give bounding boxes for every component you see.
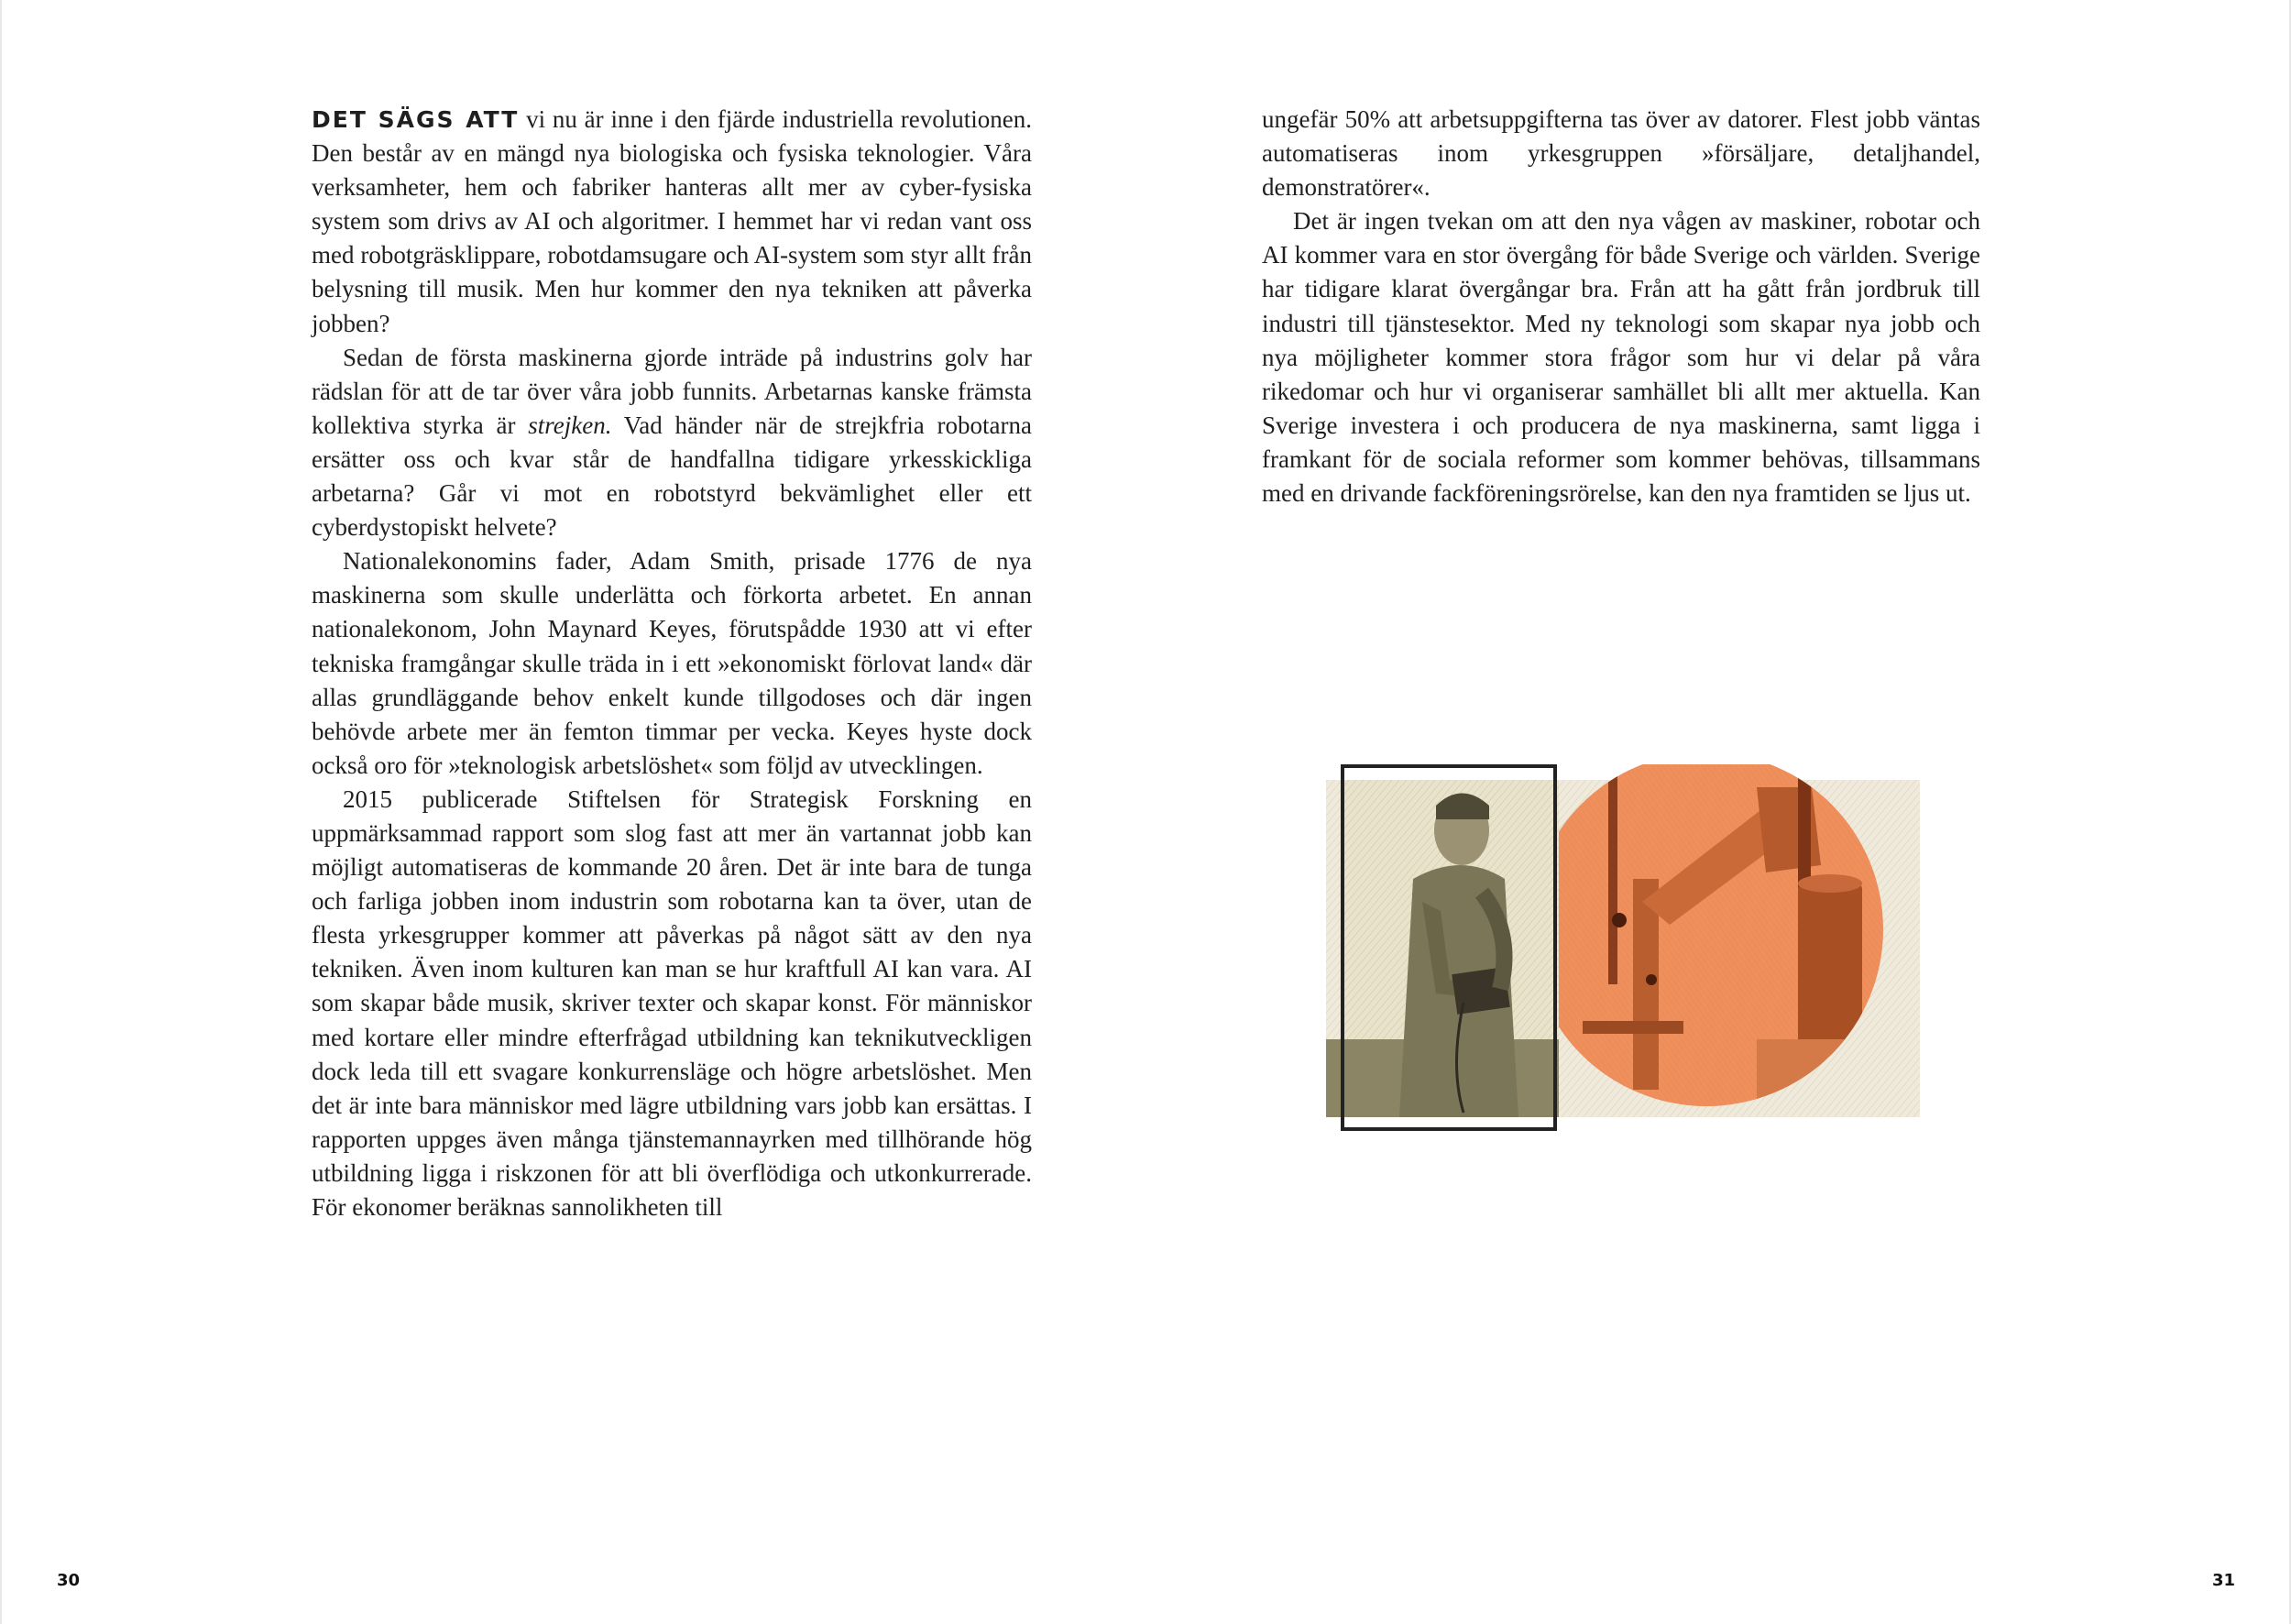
- lead-in: DET SÄGS ATT: [312, 106, 520, 133]
- right-page-column: [1262, 103, 1980, 510]
- page-edge-left: [0, 0, 2, 1624]
- paragraph-text: Vad händer när de strejkfria robotarna ersätter oss och kvar står de handfallna tidigare yrkesskickliga arbetarna? Går vi mot en robotstyrd bekvämlighet eller ett cyberdystopiskt helvete?: [312, 411, 1033, 542]
- left-page-column: [312, 103, 1032, 1224]
- robot-arm-illustration: [1326, 764, 1920, 1133]
- italic-word: strejken.: [528, 411, 612, 439]
- man-photo: [1326, 780, 1559, 1117]
- page-number-right: 31: [2212, 1571, 2236, 1590]
- paragraph-text: Sedan de första maskinerna gjorde inträde på industrins golv har rädslan för att de tar över våra jobb funnits. Arbetarnas kanske främsta kollektiva styrka är: [312, 343, 1032, 439]
- page-number-left: 30: [57, 1571, 81, 1590]
- paragraph-intro: [312, 103, 1032, 341]
- paragraph-smith: Nationalekonomins fader, Adam Smith, prisade 1776 de nya maskinerna som skulle underlätta och förkorta arbetet. En annan nationalekonom, John Maynard Keyes, förutspådde 1930 att vi efter tekniska framgångar skulle träda in i ett »ekonomiskt förlovat land« där allas grundläggande behov enkelt kunde tillgodoses och där ingen behövde arbete mer än femton timmar per vecka. Keyes hyste dock också oro för »teknologisk arbetslöshet« som följd av utvecklingen.: [312, 547, 1032, 779]
- paragraph-continued: ungefär 50% att arbetsuppgifterna tas över av datorer. Flest jobb väntas automatiseras inom yrkesgruppen »försäljare, detaljhandel, demonstratörer«.: [1262, 105, 1980, 202]
- paragraph-report: 2015 publicerade Stiftelsen för Strategisk Forskning en uppmärksammad rapport som slog fast att mer än vartannat jobb kan möjligt automatiseras de kommande 20 åren. Det är inte bara de tunga och farliga jobben inom industrin som robotarna kan ta över, utan de flesta yrkesgrupper kommer att påverkas på något sätt av den nya tekniken. Även inom kulturen kan man se hur kraftfull AI kan vara. AI som skapar både musik, skriver texter och skapar konst. För människor med kortare eller mindre efterfrågad utbildning kan teknikutveckligen dock leda till ett svagare konkurrensläge och högre arbetslöshet. Men det är inte bara människor med lägre utbildning vars jobb kan ersättas. I rapporten uppges även många tjänstemannayrken med tillhörande hög utbildning ligga i riskzonen för att bli överflödiga och utkonkurrerade. För ekonomer beräknas sannolikheten till: [312, 785, 1032, 1221]
- paragraph-strike: [312, 341, 1032, 545]
- paragraph-conclusion: Det är ingen tvekan om att den nya vågen av maskiner, robotar och AI kommer vara en stor övergång för både Sverige och världen. Sverige har tidigare klarat övergångar bra. Från att ha gått från jordbruk till industri till tjänstesektor. Med ny teknologi som skapar nya jobb och nya möjligheter kommer stora frågor som hur vi delar på våra rikedomar och hur vi organiserar samhället bli allt mer aktuella. Kan Sverige investera i och producera de nya maskinerna, samt ligga i framkant för de sociala reformer som kommer behövas, tillsammans med en drivande fackföreningsrörelse, kan den nya framtiden se ljus ut.: [1262, 207, 1980, 508]
- paragraph-text: vi nu är inne i den fjärde industriella revolutionen. Den består av en mängd nya biologiska och fysiska teknologier. Våra verksamheter, hem och fabriker hanteras allt mer av cyber-fysiska system som drivs av AI och algoritmer. I hemmet har vi redan vant oss med robotgräsklippare, robotdamsugare och AI-system som styr allt från belysning till musik. Men hur kommer den nya tekniken att påverka jobben?: [312, 105, 1032, 337]
